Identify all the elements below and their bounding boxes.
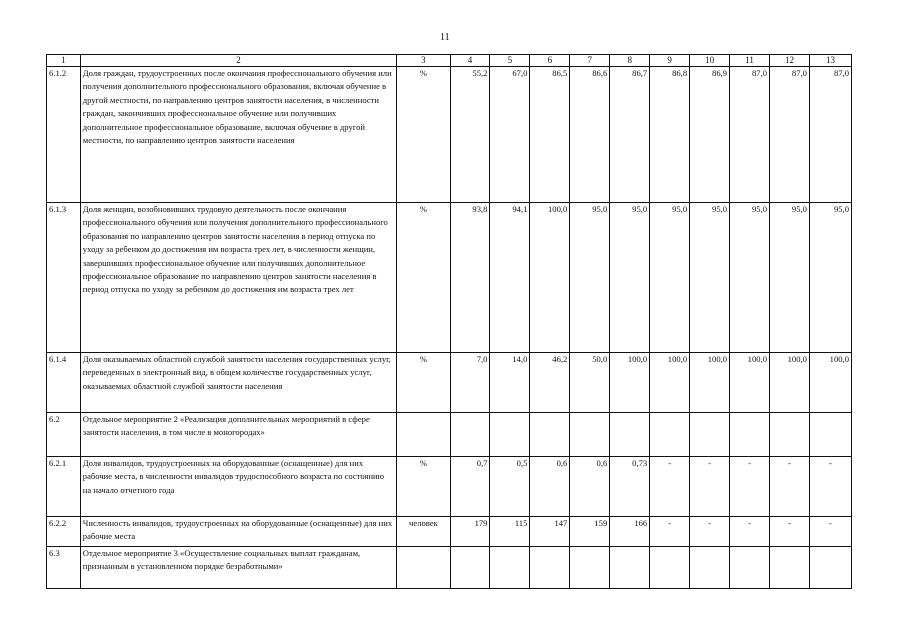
row-value: 100,0 — [530, 203, 570, 353]
row-value: 0,5 — [490, 457, 530, 517]
row-unit: % — [397, 67, 450, 203]
row-value: 0,6 — [570, 457, 610, 517]
row-name: Доля инвалидов, трудоустроенных на оборудованные (оснащенные) для них рабочие места, в численности инвалидов трудоспособного возраста по состоянию на начало отчетного года — [80, 457, 396, 517]
row-value — [730, 413, 770, 457]
table-row — [47, 457, 852, 517]
row-code: 6.1.4 — [47, 353, 81, 413]
table-row — [47, 353, 852, 413]
row-value — [730, 547, 770, 589]
row-value: 166 — [610, 517, 650, 547]
row-value: 50,0 — [570, 353, 610, 413]
row-value: 100,0 — [809, 353, 851, 413]
table-row — [47, 203, 852, 353]
row-value — [490, 547, 530, 589]
row-value: - — [770, 457, 810, 517]
row-value: 95,0 — [610, 203, 650, 353]
row-value: 86,5 — [530, 67, 570, 203]
column-header: 9 — [650, 55, 690, 67]
column-header: 6 — [530, 55, 570, 67]
row-unit: % — [397, 353, 450, 413]
row-value — [809, 413, 851, 457]
column-header: 13 — [809, 55, 851, 67]
row-value — [450, 413, 490, 457]
row-unit — [397, 413, 450, 457]
row-unit: % — [397, 457, 450, 517]
row-value — [770, 413, 810, 457]
row-value — [570, 547, 610, 589]
row-value: 95,0 — [650, 203, 690, 353]
row-value: 93,8 — [450, 203, 490, 353]
row-value: 87,0 — [809, 67, 851, 203]
row-name: Отдельное мероприятие 2 «Реализация дополнительных мероприятий в сфере занятости населения, в том числе в моногородах» — [80, 413, 396, 457]
row-code: 6.1.2 — [47, 67, 81, 203]
row-value: 14,0 — [490, 353, 530, 413]
row-value — [610, 547, 650, 589]
row-code: 6.2.1 — [47, 457, 81, 517]
row-value — [530, 413, 570, 457]
column-header: 8 — [610, 55, 650, 67]
table-row — [47, 547, 852, 589]
column-header: 10 — [690, 55, 730, 67]
row-name: Отдельное мероприятие 3 «Осуществление социальных выплат гражданам, признанным в установленном порядке безработными» — [80, 547, 396, 589]
row-value: 67,0 — [490, 67, 530, 203]
row-code: 6.2.2 — [47, 517, 81, 547]
row-value — [770, 547, 810, 589]
row-value: - — [730, 457, 770, 517]
row-value: 95,0 — [809, 203, 851, 353]
row-value: 0,73 — [610, 457, 650, 517]
row-value: 100,0 — [770, 353, 810, 413]
row-code: 6.3 — [47, 547, 81, 589]
row-value: 86,9 — [690, 67, 730, 203]
column-header: 2 — [80, 55, 396, 67]
row-value: - — [809, 457, 851, 517]
row-value: - — [809, 517, 851, 547]
row-value — [450, 547, 490, 589]
row-value: 94,1 — [490, 203, 530, 353]
row-code: 6.1.3 — [47, 203, 81, 353]
row-value: 55,2 — [450, 67, 490, 203]
row-value: - — [730, 517, 770, 547]
row-value: 0,6 — [530, 457, 570, 517]
row-value: - — [690, 517, 730, 547]
row-code: 6.2 — [47, 413, 81, 457]
row-value: - — [650, 517, 690, 547]
column-number-row — [47, 55, 852, 67]
row-name: Доля оказываемых областной службой занятости населения государственных услуг, переведенных в электронный вид, в общем количестве государственных услуг, оказываемых областной службой занятости населения — [80, 353, 396, 413]
table-row — [47, 413, 852, 457]
row-unit: % — [397, 203, 450, 353]
column-header: 11 — [730, 55, 770, 67]
table-row — [47, 67, 852, 203]
row-value: 86,7 — [610, 67, 650, 203]
row-value: 95,0 — [690, 203, 730, 353]
row-value — [570, 413, 610, 457]
row-value: 95,0 — [770, 203, 810, 353]
row-value — [610, 413, 650, 457]
row-unit: человек — [397, 517, 450, 547]
row-value — [690, 413, 730, 457]
row-value — [490, 413, 530, 457]
column-header: 1 — [47, 55, 81, 67]
row-value: 100,0 — [650, 353, 690, 413]
row-value: 46,2 — [530, 353, 570, 413]
row-unit — [397, 547, 450, 589]
row-value: 179 — [450, 517, 490, 547]
row-value — [530, 547, 570, 589]
row-value: 86,8 — [650, 67, 690, 203]
indicators-table — [46, 54, 852, 589]
row-value: 86,6 — [570, 67, 610, 203]
row-value — [809, 547, 851, 589]
column-header: 3 — [397, 55, 450, 67]
row-value: - — [650, 457, 690, 517]
row-value: 115 — [490, 517, 530, 547]
row-name: Доля женщин, возобновивших трудовую деятельность после окончания профессионального обучения или получения дополнительного профессионального образования по направлению центров занятости населения в период отпуска по уходу за ребенком до достижения им возраста трех лет, в численности женщин, завершивших профессиональное обучение или получивших дополнительное профессиональное образование по направлению центров занятости населения в период отпуска по уходу за ребенком до достижения им возраста трех лет — [80, 203, 396, 353]
row-value — [690, 547, 730, 589]
row-value: 0,7 — [450, 457, 490, 517]
row-value: 147 — [530, 517, 570, 547]
table-row — [47, 517, 852, 547]
row-value: 7,0 — [450, 353, 490, 413]
column-header: 7 — [570, 55, 610, 67]
row-value: 87,0 — [730, 67, 770, 203]
row-value: 100,0 — [610, 353, 650, 413]
column-header: 4 — [450, 55, 490, 67]
row-value: 100,0 — [730, 353, 770, 413]
row-value — [650, 413, 690, 457]
row-value: 95,0 — [570, 203, 610, 353]
column-header: 5 — [490, 55, 530, 67]
row-value: - — [770, 517, 810, 547]
row-value: 100,0 — [690, 353, 730, 413]
row-value: 159 — [570, 517, 610, 547]
page-number: 11 — [440, 32, 450, 43]
row-value: 95,0 — [730, 203, 770, 353]
row-name: Численность инвалидов, трудоустроенных на оборудованные (оснащенные) для них рабочие места — [80, 517, 396, 547]
column-header: 12 — [770, 55, 810, 67]
row-name: Доля граждан, трудоустроенных после окончания профессионального обучения или получения дополнительного профессионального образования, включая обучение в другой местности, по направлению центров занятости населения, в численности граждан, закончивших профессиональное обучение или получивших дополнительное профессиональное образование, включая обучение в другой местности, по направлению центров занятости населения — [80, 67, 396, 203]
row-value: 87,0 — [770, 67, 810, 203]
row-value — [650, 547, 690, 589]
row-value: - — [690, 457, 730, 517]
